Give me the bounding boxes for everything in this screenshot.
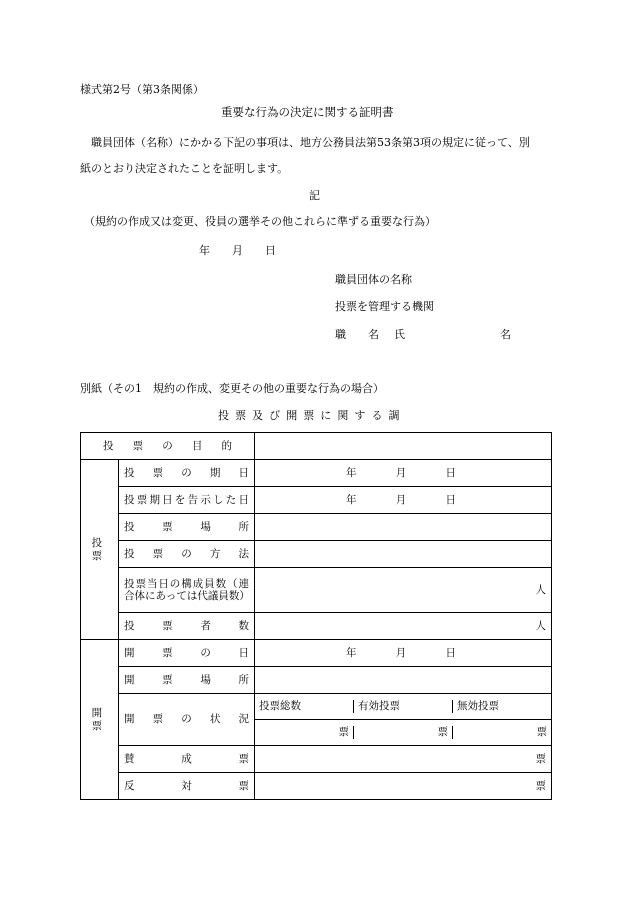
voters-unit: 人 (535, 619, 546, 632)
action-note: （規約の作成又は変更、役員の選挙その他これらに準ずる重要な行為） (84, 215, 436, 228)
total-votes-header: 投票総数 (255, 700, 354, 713)
invalid-votes-unit: 票 (536, 726, 547, 739)
table-row (81, 694, 552, 720)
status-headers (255, 700, 551, 713)
vote-method-label: 投票の方法 (124, 547, 249, 560)
valid-votes-unit: 票 (354, 726, 453, 739)
total-votes-unit: 票 (255, 726, 354, 739)
purpose-label: 投票の目的 (103, 439, 232, 452)
attachment-heading: 別紙（その1 規約の作成、変更その他の重要な行為の場合） (80, 382, 384, 395)
table-row (81, 568, 552, 613)
vote-place-cell (255, 514, 552, 541)
notice-date-label: 投票期日を告示した日 (124, 493, 249, 506)
ki-heading: 記 (309, 189, 320, 202)
voting-table (80, 432, 552, 800)
vote-method-cell (255, 541, 552, 568)
oppose-label: 反対票 (124, 779, 249, 792)
counting-group-label: 開票 (81, 640, 119, 800)
table-row (81, 460, 552, 487)
table-row (81, 514, 552, 541)
body-line-2: 紙のとおり決定されたことを証明します。 (80, 162, 289, 175)
table-row (81, 487, 552, 514)
count-date-value: 年 月 日 (346, 646, 456, 659)
table-row (81, 640, 552, 667)
org-name-label: 職員団体の名称 (335, 273, 412, 286)
date-year: 年 (199, 244, 210, 257)
table-row (81, 541, 552, 568)
voting-group-label: 投票 (81, 460, 119, 640)
managing-body-label: 投票を管理する機関 (335, 300, 434, 313)
voters-label: 投票者数 (124, 619, 249, 632)
position-label: 職 名 (335, 328, 385, 341)
name-label-prefix: 氏 (394, 328, 405, 341)
table-row (81, 667, 552, 694)
count-place-cell (255, 667, 552, 694)
approve-label: 賛成票 (124, 752, 249, 765)
table-row (81, 613, 552, 640)
count-status-label: 開票の状況 (124, 713, 249, 726)
table-row (81, 746, 552, 773)
date-month: 月 (232, 244, 243, 257)
table-row (81, 433, 552, 460)
table-title: 投票及び開票に関する調 (218, 409, 406, 422)
vote-place-label: 投票場所 (124, 520, 249, 533)
count-date-label: 開票の日 (124, 646, 249, 659)
approve-unit: 票 (535, 752, 546, 765)
vote-date-label: 投票の期日 (124, 466, 249, 479)
vote-date-value: 年 月 日 (346, 466, 456, 479)
count-place-label: 開票場所 (124, 673, 249, 686)
document-title: 重要な行為の決定に関する証明書 (221, 105, 394, 119)
members-unit: 人 (535, 583, 546, 596)
body-line-1: 職員団体（名称）にかかる下記の事項は、地方公務員法第53条第3項の規定に従って、別 (91, 136, 530, 149)
table-row (81, 773, 552, 800)
form-number: 様式第2号（第3条関係） (80, 83, 204, 96)
name-label-suffix: 名 (500, 328, 511, 341)
oppose-unit: 票 (535, 779, 546, 792)
valid-votes-header: 有効投票 (354, 700, 453, 713)
purpose-cell (255, 433, 552, 460)
status-values (255, 726, 551, 739)
notice-date-value: 年 月 日 (346, 493, 456, 506)
invalid-votes-header: 無効投票 (457, 700, 499, 713)
date-day: 日 (265, 244, 276, 257)
members-label: 投票当日の構成員数（連合体にあっては代議員数） (124, 577, 250, 602)
